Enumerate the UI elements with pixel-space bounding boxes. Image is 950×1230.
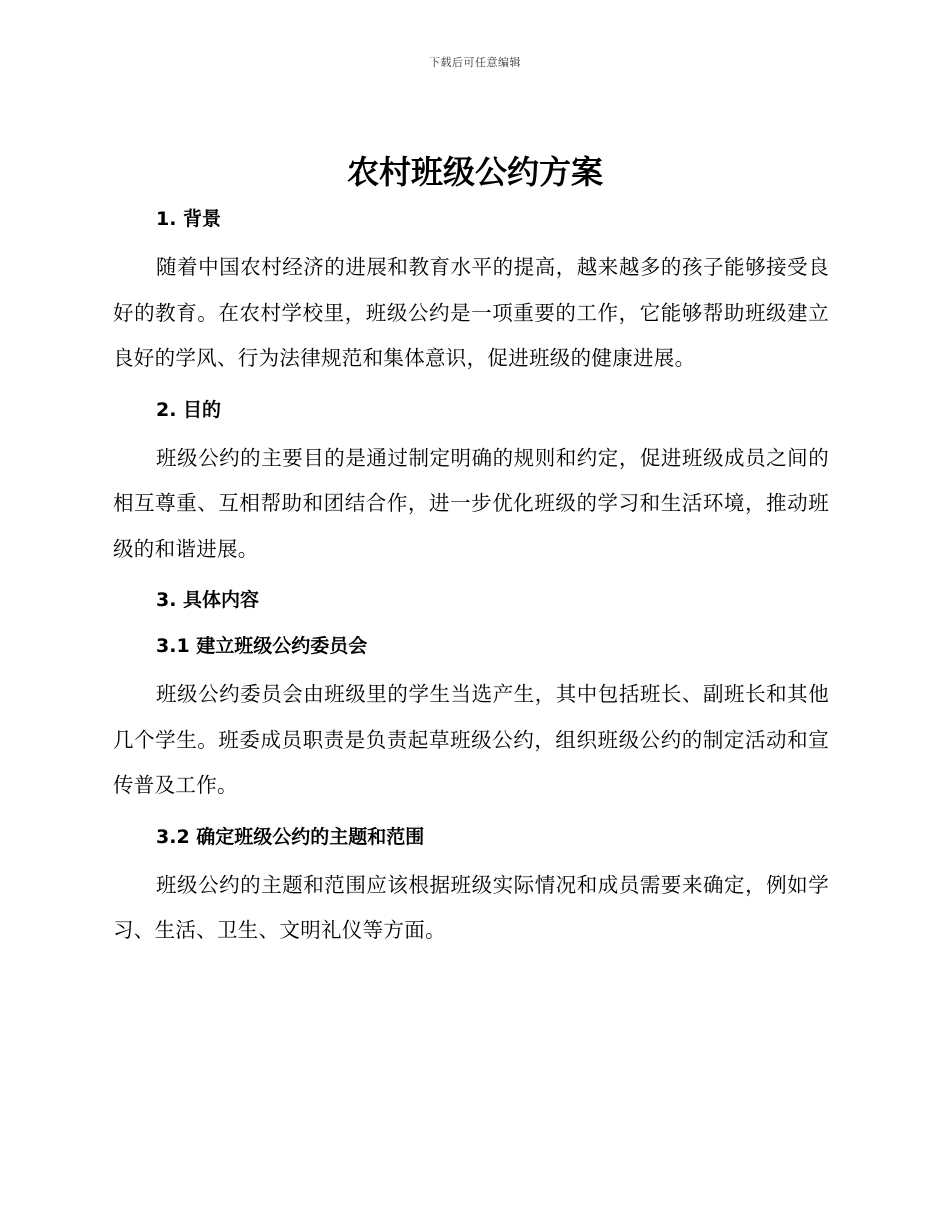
section-heading-theme-scope: 3.2 确定班级公约的主题和范围 xyxy=(156,825,425,848)
section-heading-committee: 3.1 建立班级公约委员会 xyxy=(156,635,368,657)
section-heading-purpose: 2. 目的 xyxy=(156,398,222,421)
document-body xyxy=(113,199,829,954)
section-paragraph-background: 随着中国农村经济的进展和教育水平的提高，越来越多的孩子能够接受良好的教育。在农村学校里，班级公约是一项重要的工作，它能够帮助班级建立良好的学风、行为法律规范和集体意识，促进班级的健康进展。 xyxy=(113,255,829,370)
header-note: 下载后可任意编辑 xyxy=(429,56,521,69)
section-paragraph-committee: 班级公约委员会由班级里的学生当选产生，其中包括班长、副班长和其他几个学生。班委成员职责是负责起草班级公约，组织班级公约的制定活动和宣传普及工作。 xyxy=(113,682,829,797)
section-heading-background: 1. 背景 xyxy=(156,208,222,230)
document-title: 农村班级公约方案 xyxy=(346,153,603,191)
section-paragraph-purpose: 班级公约的主要目的是通过制定明确的规则和约定，促进班级成员之间的相互尊重、互相帮助和团结合作，进一步优化班级的学习和生活环境，推动班级的和谐进展。 xyxy=(113,445,829,561)
section-heading-content: 3. 具体内容 xyxy=(156,589,260,611)
section-paragraph-theme-scope: 班级公约的主题和范围应该根据班级实际情况和成员需要来确定，例如学习、生活、卫生、文明礼仪等方面。 xyxy=(113,872,829,942)
